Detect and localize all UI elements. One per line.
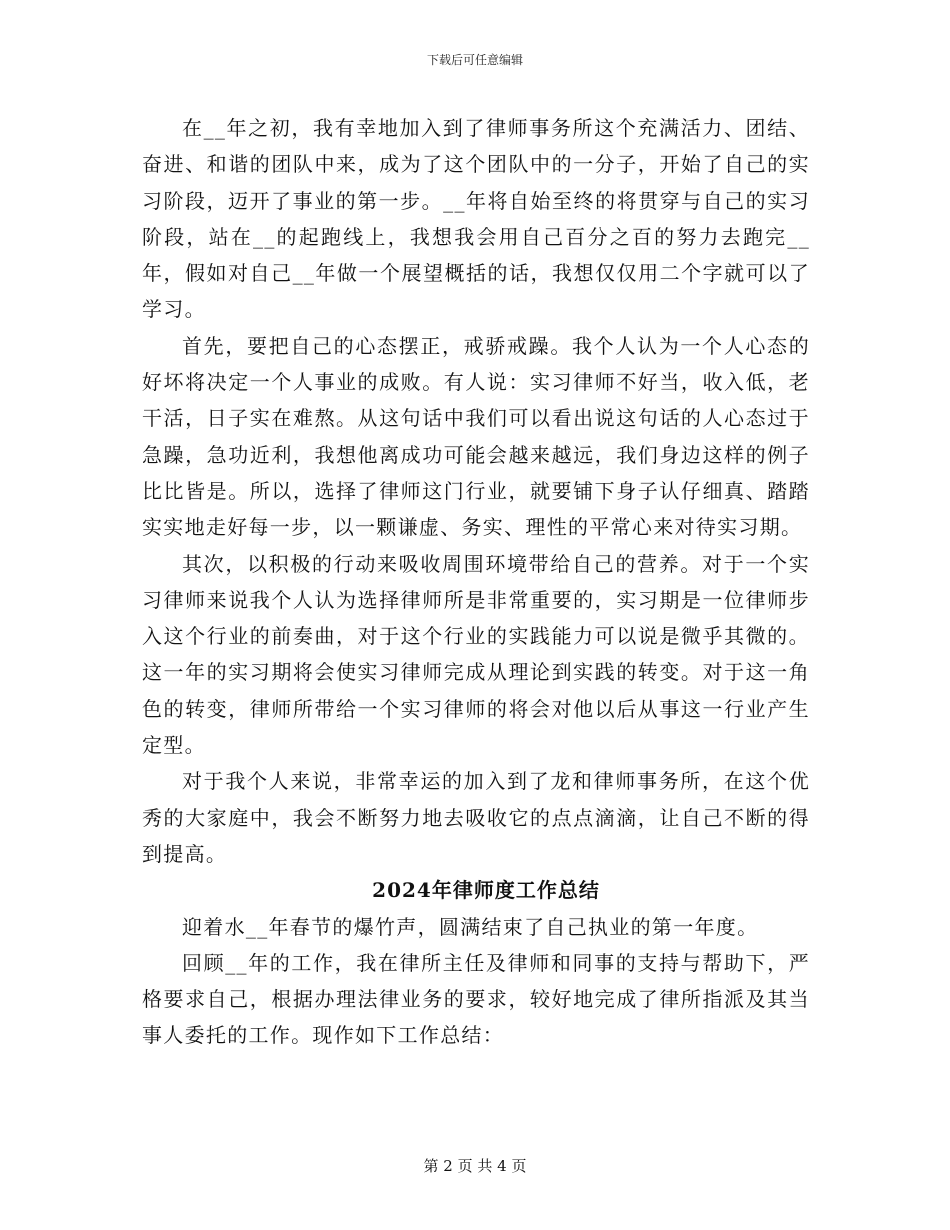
page-number: 第 2 页 共 4 页 xyxy=(423,1157,527,1175)
document-body xyxy=(142,110,810,1054)
section-title: 2024年律师度工作总结 xyxy=(372,878,600,903)
section-paragraph-1: 迎着水__年春节的爆竹声，圆满结束了自己执业的第一年度。 xyxy=(182,914,759,939)
body-paragraph-3: 其次，以积极的行动来吸收周围环境带给自己的营养。对于一个实习律师来说我个人认为选择律师所是非常重要的，实习期是一位律师步入这个行业的前奏曲，对于这个行业的实践能力可以说是微乎其微的。这一年的实习期将会使实习律师完成从理论到实践的转变。对于这一角色的转变，律师所带给一个实习律师的将会对他以后从事这一行业产生定型。 xyxy=(142,551,810,758)
body-paragraph-2: 首先，要把自己的心态摆正，戒骄戒躁。我个人认为一个人心态的好坏将决定一个人事业的成败。有人说：实习律师不好当，收入低，老干活，日子实在难熬。从这句话中我们可以看出说这句话的人心态过于急躁，急功近利，我想他离成功可能会越来越远，我们身边这样的例子比比皆是。所以，选择了律师这门行业，就要铺下身子认仔细真、踏踏实实地走好每一步，以一颗谦虚、务实、理性的平常心来对待实习期。 xyxy=(142,333,810,540)
page-header-note: 下载后可任意编辑 xyxy=(426,53,523,67)
body-paragraph-4: 对于我个人来说，非常幸运的加入到了龙和律师事务所，在这个优秀的大家庭中，我会不断努力地去吸收它的点点滴滴，让自己不断的得到提高。 xyxy=(142,769,810,866)
body-paragraph-1: 在__年之初，我有幸地加入到了律师事务所这个充满活力、团结、奋进、和谐的团队中来，成为了这个团队中的一分子，开始了自己的实习阶段，迈开了事业的第一步。__年将自始至终的将贯穿与自己的实习阶段，站在__的起跑线上，我想我会用自己百分之百的努力去跑完__年，假如对自己__年做一个展望概括的话，我想仅仅用二个字就可以了学习。 xyxy=(142,116,810,322)
section-paragraph-2: 回顾__年的工作，我在律所主任及律师和同事的支持与帮助下，严格要求自己，根据办理法律业务的要求，较好地完成了律所指派及其当事人委托的工作。现作如下工作总结： xyxy=(142,950,810,1048)
